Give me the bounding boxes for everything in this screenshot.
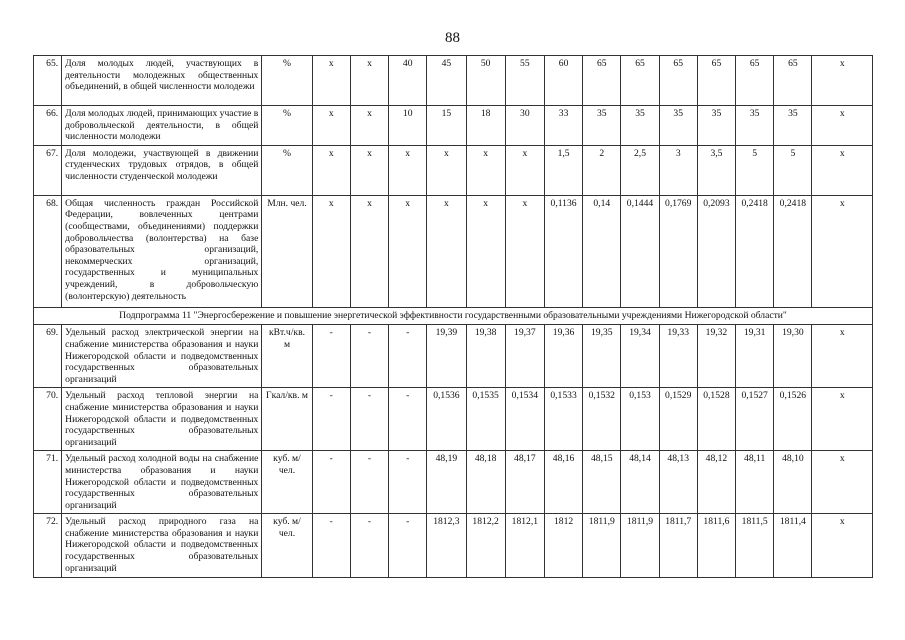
subprogram-row xyxy=(34,307,873,325)
row-number: 68. xyxy=(34,195,62,307)
value-cell: 0,2418 xyxy=(736,195,774,307)
indicator-description: Удельный расход тепловой энергии на снабжение министерства образования и науки Нижегородской области и подведомственных государственных образовательных организаций xyxy=(62,388,262,451)
value-cell: 1811,9 xyxy=(583,514,621,578)
value-cell: х xyxy=(312,195,350,307)
value-cell: 1811,4 xyxy=(774,514,812,578)
value-cell: 1812 xyxy=(544,514,582,578)
value-cell: 48,11 xyxy=(736,451,774,514)
value-cell: х xyxy=(812,325,873,388)
value-cell: 35 xyxy=(659,106,697,146)
value-cell: х xyxy=(812,451,873,514)
value-cell: х xyxy=(812,388,873,451)
value-cell: 0,1532 xyxy=(583,388,621,451)
page-number: 88 xyxy=(445,30,460,46)
indicators-table xyxy=(33,55,873,578)
value-cell: 19,31 xyxy=(736,325,774,388)
value-cell: х xyxy=(505,195,544,307)
value-cell: 0,14 xyxy=(583,195,621,307)
unit-cell: Гкал/кв. м xyxy=(262,388,312,451)
value-cell: х xyxy=(812,106,873,146)
value-cell: - xyxy=(350,451,388,514)
value-cell: 10 xyxy=(389,106,427,146)
value-cell: 3 xyxy=(659,145,697,195)
value-cell: х xyxy=(312,56,350,106)
value-cell: 19,38 xyxy=(466,325,505,388)
value-cell: 1812,1 xyxy=(505,514,544,578)
value-cell: - xyxy=(389,325,427,388)
value-cell: - xyxy=(350,514,388,578)
value-cell: 19,36 xyxy=(544,325,582,388)
value-cell: 19,30 xyxy=(774,325,812,388)
value-cell: х xyxy=(350,106,388,146)
value-cell: 3,5 xyxy=(697,145,735,195)
row-number: 71. xyxy=(34,451,62,514)
value-cell: х xyxy=(812,195,873,307)
table-row xyxy=(34,325,873,388)
table-row xyxy=(34,56,873,106)
value-cell: 48,14 xyxy=(621,451,659,514)
value-cell: - xyxy=(312,514,350,578)
unit-cell: куб. м/чел. xyxy=(262,514,312,578)
value-cell: 2,5 xyxy=(621,145,659,195)
value-cell: 15 xyxy=(427,106,466,146)
value-cell: 5 xyxy=(774,145,812,195)
value-cell: 19,32 xyxy=(697,325,735,388)
value-cell: 65 xyxy=(697,56,735,106)
value-cell: х xyxy=(427,145,466,195)
value-cell: 0,153 xyxy=(621,388,659,451)
value-cell: 45 xyxy=(427,56,466,106)
indicator-description: Общая численность граждан Российской Федерации, вовлеченных центрами (сообществами, объединениями) поддержки добровольчества (волонтерства) на базе образовательных организаций, некоммерческих организаций, государственных и муниципальных учреждений, в добровольческую (волонтерскую) деятельность xyxy=(62,195,262,307)
value-cell: 48,13 xyxy=(659,451,697,514)
row-number: 72. xyxy=(34,514,62,578)
value-cell: 0,1527 xyxy=(736,388,774,451)
row-number: 66. xyxy=(34,106,62,146)
value-cell: 65 xyxy=(774,56,812,106)
value-cell: 55 xyxy=(505,56,544,106)
value-cell: 35 xyxy=(736,106,774,146)
value-cell: 19,33 xyxy=(659,325,697,388)
table-row xyxy=(34,195,873,307)
value-cell: 0,1536 xyxy=(427,388,466,451)
value-cell: х xyxy=(812,514,873,578)
value-cell: х xyxy=(350,195,388,307)
row-number: 70. xyxy=(34,388,62,451)
value-cell: - xyxy=(389,388,427,451)
value-cell: 48,18 xyxy=(466,451,505,514)
value-cell: 19,34 xyxy=(621,325,659,388)
unit-cell: % xyxy=(262,145,312,195)
unit-cell: % xyxy=(262,106,312,146)
value-cell: - xyxy=(312,388,350,451)
indicator-description: Доля молодых людей, участвующих в деятельности молодежных общественных объединений, в общей численности молодежи xyxy=(62,56,262,106)
value-cell: х xyxy=(350,56,388,106)
value-cell: 1811,9 xyxy=(621,514,659,578)
value-cell: 0,1535 xyxy=(466,388,505,451)
value-cell: 50 xyxy=(466,56,505,106)
value-cell: - xyxy=(350,325,388,388)
value-cell: 0,1534 xyxy=(505,388,544,451)
value-cell: х xyxy=(350,145,388,195)
value-cell: х xyxy=(389,195,427,307)
value-cell: 48,15 xyxy=(583,451,621,514)
table-row xyxy=(34,106,873,146)
value-cell: 35 xyxy=(583,106,621,146)
value-cell: 0,1136 xyxy=(544,195,582,307)
value-cell: - xyxy=(389,451,427,514)
value-cell: 0,1526 xyxy=(774,388,812,451)
value-cell: х xyxy=(812,56,873,106)
value-cell: 19,35 xyxy=(583,325,621,388)
value-cell: 0,1769 xyxy=(659,195,697,307)
value-cell: х xyxy=(427,195,466,307)
value-cell: 1812,3 xyxy=(427,514,466,578)
value-cell: 48,19 xyxy=(427,451,466,514)
value-cell: х xyxy=(466,145,505,195)
value-cell: 35 xyxy=(621,106,659,146)
indicator-description: Доля молодежи, участвующей в движении студенческих трудовых отрядов, в общей численности студенческой молодежи xyxy=(62,145,262,195)
unit-cell: Млн. чел. xyxy=(262,195,312,307)
value-cell: - xyxy=(312,451,350,514)
value-cell: 0,1444 xyxy=(621,195,659,307)
value-cell: х xyxy=(505,145,544,195)
value-cell: 35 xyxy=(774,106,812,146)
value-cell: 1811,6 xyxy=(697,514,735,578)
unit-cell: куб. м/чел. xyxy=(262,451,312,514)
value-cell: 19,39 xyxy=(427,325,466,388)
value-cell: 35 xyxy=(697,106,735,146)
value-cell: - xyxy=(389,514,427,578)
value-cell: 65 xyxy=(583,56,621,106)
value-cell: 2 xyxy=(583,145,621,195)
value-cell: 0,1533 xyxy=(544,388,582,451)
value-cell: х xyxy=(312,145,350,195)
value-cell: 65 xyxy=(659,56,697,106)
value-cell: 19,37 xyxy=(505,325,544,388)
value-cell: 0,1528 xyxy=(697,388,735,451)
value-cell: 1,5 xyxy=(544,145,582,195)
value-cell: 30 xyxy=(505,106,544,146)
value-cell: 18 xyxy=(466,106,505,146)
table-row xyxy=(34,145,873,195)
value-cell: 0,1529 xyxy=(659,388,697,451)
value-cell: х xyxy=(466,195,505,307)
row-number: 67. xyxy=(34,145,62,195)
row-number: 69. xyxy=(34,325,62,388)
unit-cell: кВт.ч/кв. м xyxy=(262,325,312,388)
value-cell: 48,17 xyxy=(505,451,544,514)
table-row xyxy=(34,388,873,451)
indicator-description: Удельный расход природного газа на снабжение министерства образования и науки Нижегородской области и подведомственных государственных образовательных организаций xyxy=(62,514,262,578)
value-cell: 48,12 xyxy=(697,451,735,514)
table-row xyxy=(34,451,873,514)
value-cell: 33 xyxy=(544,106,582,146)
unit-cell: % xyxy=(262,56,312,106)
value-cell: 1811,5 xyxy=(736,514,774,578)
subprogram-title: Подпрограмма 11 "Энергосбережение и повышение энергетической эффективности государственными образовательными учреждениями Нижегородской области" xyxy=(34,307,873,325)
value-cell: 60 xyxy=(544,56,582,106)
value-cell: 48,10 xyxy=(774,451,812,514)
value-cell: 5 xyxy=(736,145,774,195)
value-cell: х xyxy=(812,145,873,195)
value-cell: 0,2093 xyxy=(697,195,735,307)
value-cell: х xyxy=(389,145,427,195)
table-row xyxy=(34,514,873,578)
value-cell: 40 xyxy=(389,56,427,106)
value-cell: 1812,2 xyxy=(466,514,505,578)
indicator-description: Доля молодых людей, принимающих участие в добровольческой деятельности, в общей численности молодежи xyxy=(62,106,262,146)
value-cell: 65 xyxy=(621,56,659,106)
value-cell: 0,2418 xyxy=(774,195,812,307)
value-cell: х xyxy=(312,106,350,146)
value-cell: 65 xyxy=(736,56,774,106)
value-cell: 48,16 xyxy=(544,451,582,514)
value-cell: 1811,7 xyxy=(659,514,697,578)
row-number: 65. xyxy=(34,56,62,106)
value-cell: - xyxy=(350,388,388,451)
indicator-description: Удельный расход холодной воды на снабжение министерства образования и науки Нижегородской области и подведомственных государственных образовательных организаций xyxy=(62,451,262,514)
indicator-description: Удельный расход электрической энергии на снабжение министерства образования и науки Нижегородской области и подведомственных государственных образовательных организаций xyxy=(62,325,262,388)
value-cell: - xyxy=(312,325,350,388)
